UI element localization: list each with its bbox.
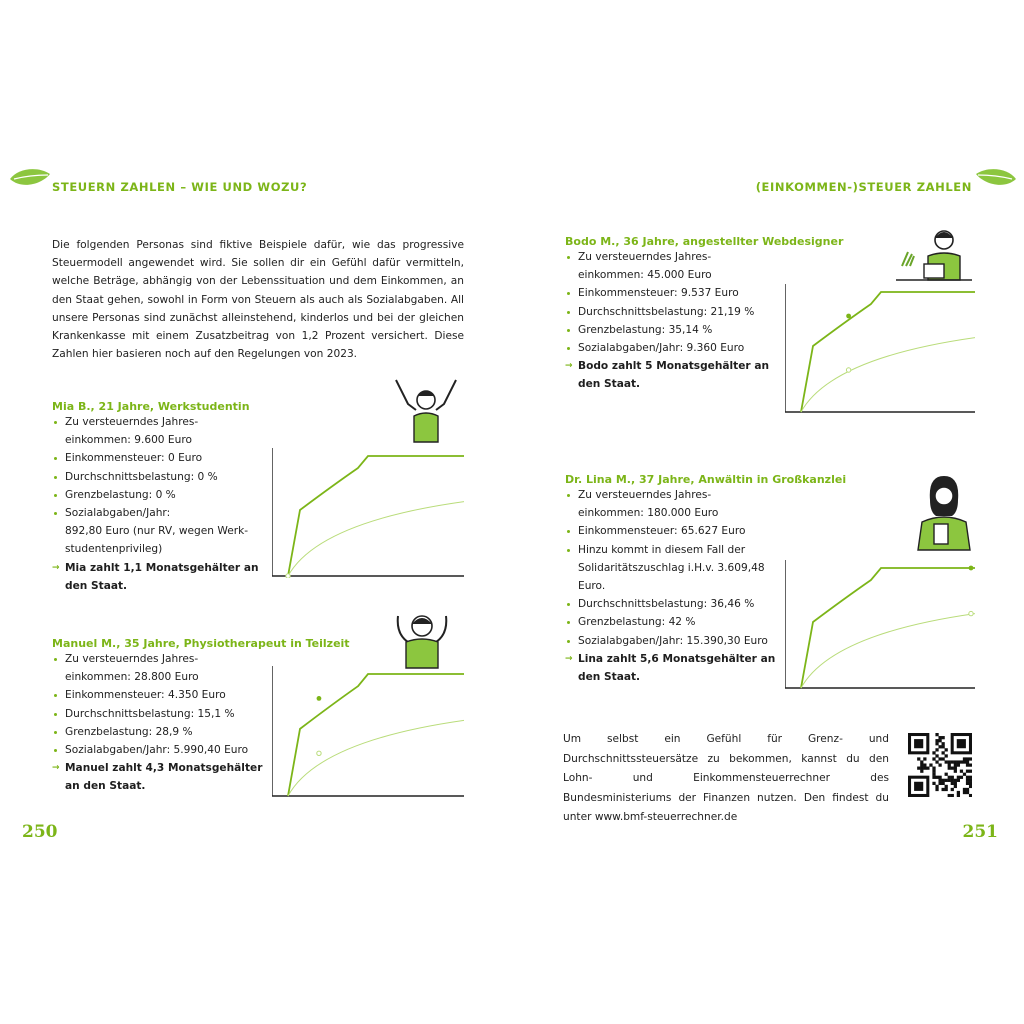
qr-module [969, 770, 972, 773]
qr-module [935, 788, 938, 791]
average-rate-line [801, 614, 975, 688]
leaf-icon-left [8, 166, 52, 192]
qr-module [963, 791, 966, 794]
qr-module [954, 782, 957, 785]
persona-title: Mia B., 21 Jahre, Werkstudentin [52, 400, 250, 413]
persona-conclusion: → Mia zahlt 1,1 Monatsgehälter an den Staat. [52, 559, 264, 595]
running-header-right: (EINKOMMEN-)STEUER ZAHLEN [755, 180, 972, 194]
qr-module [954, 785, 957, 788]
average-rate-line [801, 338, 975, 412]
persona-title: Dr. Lina M., 37 Jahre, Anwältin in Großkanzlei [565, 473, 847, 486]
qr-module [951, 782, 954, 785]
qr-module [945, 785, 948, 788]
manuel-cheering-illustration [392, 600, 452, 670]
qr-module [920, 760, 923, 763]
persona-facts-list [52, 650, 264, 796]
persona-conclusion: → Bodo zahlt 5 Monatsgehälter an den Staat. [565, 357, 777, 393]
qr-module [969, 776, 972, 779]
persona-fact: Durchschnittsbelastung: 0 % [52, 468, 264, 486]
marginal-rate-point [846, 314, 851, 319]
qr-module [957, 763, 960, 766]
qr-module [942, 742, 945, 745]
qr-module [938, 745, 941, 748]
qr-module [932, 751, 935, 754]
qr-module [954, 779, 957, 782]
persona-fact: Sozialabgaben/Jahr: 9.360 Euro [565, 339, 777, 357]
persona-fact: Zu versteuerndes Jahres- einkommen: 45.000 Euro [565, 248, 777, 284]
persona-fact: Grenzbelastung: 28,9 % [52, 723, 264, 741]
qr-module [966, 760, 969, 763]
qr-finder-core [914, 739, 923, 748]
persona-manuel [52, 637, 350, 796]
qr-module [966, 763, 969, 766]
qr-module [942, 736, 945, 739]
persona-facts-list [565, 486, 785, 686]
qr-module [920, 763, 923, 766]
persona-fact: Zu versteuerndes Jahres- einkommen: 180.000 Euro [565, 486, 785, 522]
qr-module [951, 779, 954, 782]
qr-module [954, 763, 957, 766]
qr-module [966, 791, 969, 794]
qr-module [963, 757, 966, 760]
qr-module [948, 794, 951, 797]
qr-module [942, 751, 945, 754]
qr-module [932, 776, 935, 779]
qr-module [938, 763, 941, 766]
footer-paragraph: Um selbst ein Gefühl für Grenz- und Durchschnittssteuersätze zu bekommen, kannst du den Lohn- und Einkommensteuerrechner des Bundesministeriums der Finanzen nutzen. Den findest du unter www.bmf-steuerrechner.de [563, 733, 889, 823]
persona-conclusion: → Lina zahlt 5,6 Monatsgehälter an den Staat. [565, 650, 785, 686]
qr-module [923, 757, 926, 760]
qr-module [935, 785, 938, 788]
qr-module [951, 794, 954, 797]
persona-mia [52, 400, 264, 595]
qr-module [969, 763, 972, 766]
qr-module [966, 782, 969, 785]
qr-module [966, 788, 969, 791]
qr-module [932, 770, 935, 773]
page-number-right: 251 [962, 822, 998, 842]
qr-module [932, 757, 935, 760]
qr-module [954, 760, 957, 763]
qr-module [945, 788, 948, 791]
qr-module [948, 767, 951, 770]
persona-lina [565, 473, 847, 686]
marginal-rate-line [801, 568, 975, 688]
persona-fact: Einkommensteuer: 0 Euro [52, 449, 264, 467]
qr-module [935, 760, 938, 763]
qr-module [938, 739, 941, 742]
bodo-at-desk-illustration [896, 226, 972, 284]
qr-module [917, 757, 920, 760]
qr-module [966, 776, 969, 779]
persona-fact: Grenzbelastung: 42 % [565, 613, 785, 631]
mia-cheering-illustration [388, 376, 464, 446]
marginal-rate-point [969, 566, 974, 571]
qr-module [923, 763, 926, 766]
qr-code-icon[interactable] [908, 733, 972, 797]
average-rate-point [846, 368, 850, 372]
qr-module [917, 767, 920, 770]
qr-module [969, 757, 972, 760]
tax-curve-chart-manuel [272, 666, 464, 798]
persona-fact: Zu versteuerndes Jahres- einkommen: 28.800 Euro [52, 650, 264, 686]
persona-fact: Einkommensteuer: 65.627 Euro [565, 522, 785, 540]
qr-module [957, 760, 960, 763]
qr-module [951, 760, 954, 763]
qr-module [942, 745, 945, 748]
leaf-icon-right [974, 166, 1018, 192]
persona-fact: Durchschnittsbelastung: 15,1 % [52, 705, 264, 723]
qr-module [963, 773, 966, 776]
marginal-rate-line [288, 674, 464, 796]
qr-module [920, 770, 923, 773]
marginal-rate-point [317, 696, 322, 701]
qr-module [960, 760, 963, 763]
qr-module [942, 782, 945, 785]
qr-module [969, 794, 972, 797]
persona-fact: Sozialabgaben/Jahr: 15.390,30 Euro [565, 632, 785, 650]
marginal-rate-line [801, 292, 975, 412]
persona-title: Manuel M., 35 Jahre, Physiotherapeut in Teilzeit [52, 637, 350, 650]
qr-module [969, 779, 972, 782]
qr-module [945, 754, 948, 757]
qr-module [945, 773, 948, 776]
persona-fact: Durchschnittsbelastung: 21,19 % [565, 303, 777, 321]
qr-module [929, 763, 932, 766]
persona-fact: Zu versteuerndes Jahres- einkommen: 9.600 Euro [52, 413, 264, 449]
qr-module [951, 776, 954, 779]
persona-conclusion: → Manuel zahlt 4,3 Monatsgehälter an den Staat. [52, 759, 264, 795]
persona-facts-list [565, 248, 777, 394]
qr-module [957, 794, 960, 797]
average-rate-point [969, 611, 973, 615]
qr-module [935, 776, 938, 779]
persona-fact: Grenzbelastung: 0 % [52, 486, 264, 504]
persona-title: Bodo M., 36 Jahre, angestellter Webdesigner [565, 235, 844, 248]
persona-fact: Sozialabgaben/Jahr: 5.990,40 Euro [52, 741, 264, 759]
qr-module [935, 754, 938, 757]
qr-module [935, 739, 938, 742]
qr-module [942, 779, 945, 782]
average-rate-line [288, 720, 464, 796]
qr-module [963, 788, 966, 791]
qr-module [935, 733, 938, 736]
qr-module [960, 770, 963, 773]
qr-module [932, 767, 935, 770]
running-header-left: STEUERN ZAHLEN – WIE UND WOZU? [52, 180, 308, 194]
qr-module [954, 770, 957, 773]
qr-module [951, 788, 954, 791]
qr-module [945, 760, 948, 763]
qr-module [942, 757, 945, 760]
qr-module [938, 736, 941, 739]
qr-module [969, 785, 972, 788]
average-rate-point [286, 574, 290, 578]
intro-paragraph: Die folgenden Personas sind fiktive Beispiele dafür, wie das progressive Steuermodell angewendet wird. Sie sollen dir ein Gefühl dafür vermitteln, welche Beträge, abhängig von der Lebenssituation und dem Einkommen, an den Staat gehen, sowohl in Form von Steuern als auch als Sozialabgaben. All unsere Personas sind zunächst alleinstehend, kinderlos und bei der gleichen Krankenkasse mit einem Zusatzbeitrag von 1,2 Prozent versichert. Diese Zahlen hier basieren noch auf den Regelungen von 2023. [52, 239, 464, 361]
average-rate-point [317, 751, 321, 755]
qr-module [948, 776, 951, 779]
tax-curve-chart-lina [785, 560, 975, 690]
tax-curve-chart-bodo [785, 284, 975, 414]
qr-module [957, 776, 960, 779]
qr-module [935, 748, 938, 751]
tax-curve-chart-mia [272, 448, 464, 578]
qr-module [938, 776, 941, 779]
average-rate-line [288, 502, 464, 576]
lina-with-tablet-illustration [912, 472, 976, 552]
qr-module [932, 782, 935, 785]
qr-module [951, 767, 954, 770]
qr-module [920, 767, 923, 770]
qr-module [966, 770, 969, 773]
qr-module [938, 782, 941, 785]
qr-module [938, 779, 941, 782]
persona-fact: Durchschnittsbelastung: 36,46 % [565, 595, 785, 613]
qr-module [966, 779, 969, 782]
qr-module [957, 791, 960, 794]
qr-module [948, 760, 951, 763]
qr-module [954, 767, 957, 770]
page-number-left: 250 [22, 822, 58, 842]
qr-module [948, 763, 951, 766]
persona-facts-list [52, 413, 264, 595]
qr-module [942, 788, 945, 791]
qr-module [966, 757, 969, 760]
qr-finder-core [957, 739, 966, 748]
persona-fact: Einkommensteuer: 4.350 Euro [52, 686, 264, 704]
persona-fact: Sozialabgaben/Jahr: 892,80 Euro (nur RV, wegen Werk- studentenprivileg) [52, 504, 264, 559]
qr-module [923, 767, 926, 770]
persona-fact: Grenzbelastung: 35,14 % [565, 321, 777, 339]
qr-module [945, 779, 948, 782]
qr-module [935, 742, 938, 745]
persona-fact: Hinzu kommt in diesem Fall der Solidaritätszuschlag i.H.v. 3.609,48 Euro. [565, 541, 785, 596]
qr-module [938, 757, 941, 760]
qr-module [932, 773, 935, 776]
qr-module [960, 776, 963, 779]
qr-module [963, 760, 966, 763]
qr-module [948, 779, 951, 782]
qr-module [945, 748, 948, 751]
marginal-rate-line [288, 456, 464, 576]
persona-fact: Einkommensteuer: 9.537 Euro [565, 284, 777, 302]
qr-module [957, 779, 960, 782]
qr-module [926, 767, 929, 770]
persona-bodo [565, 235, 844, 394]
qr-module [969, 782, 972, 785]
qr-finder-core [914, 782, 923, 791]
